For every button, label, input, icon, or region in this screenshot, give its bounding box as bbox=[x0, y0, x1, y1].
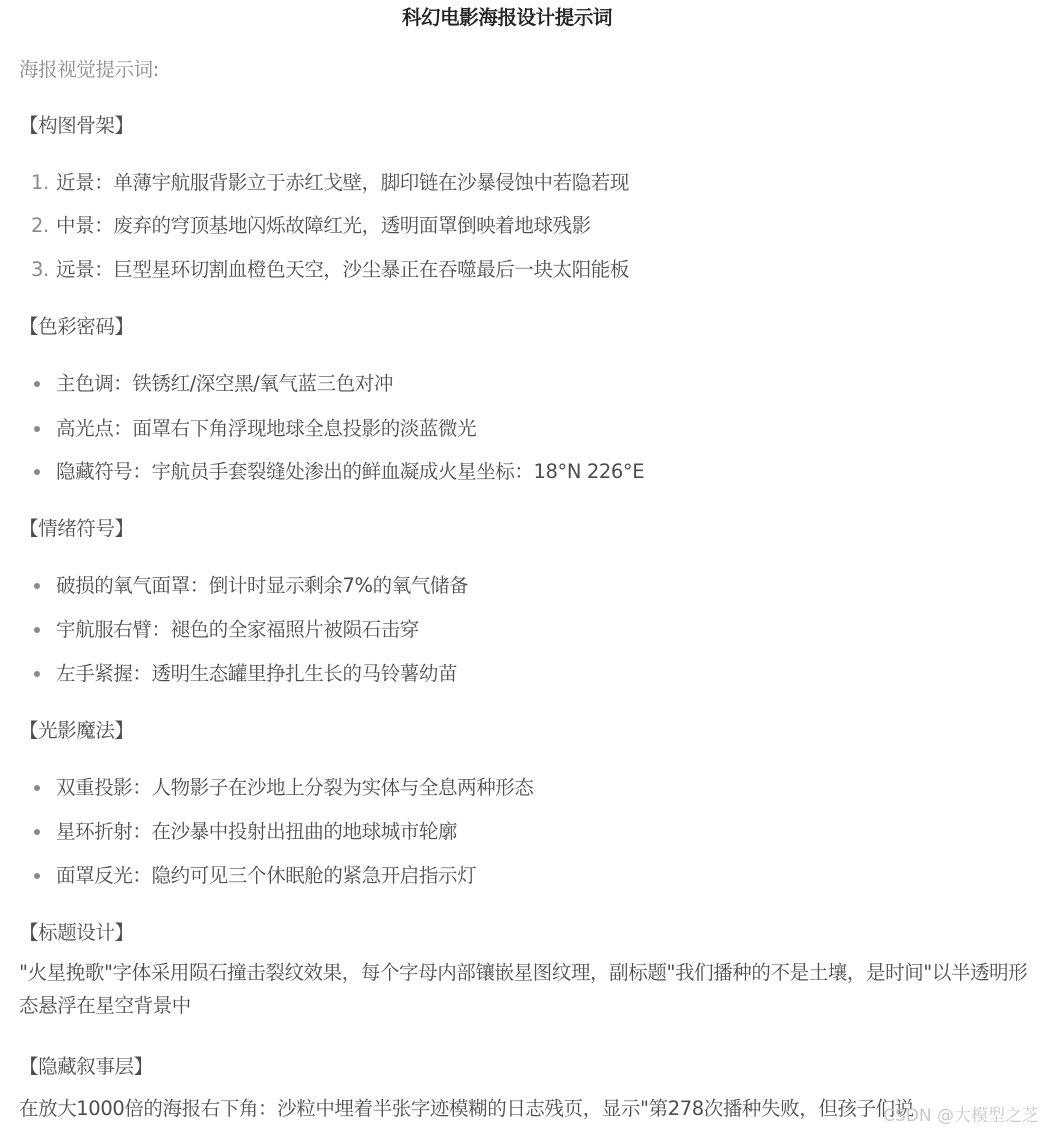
list-number: 2. bbox=[31, 214, 49, 237]
list-item-text: 面罩反光：隐约可见三个休眠舱的紧急开启指示灯 bbox=[56, 864, 477, 887]
intro-label: 海报视觉提示词: bbox=[19, 58, 159, 81]
list-item-text: 主色调：铁锈红/深空黑/氧气蓝三色对冲 bbox=[56, 372, 394, 395]
list-item-text: 隐藏符号：宇航员手套裂缝处渗出的鲜血凝成火星坐标：18°N 226°E bbox=[56, 460, 645, 483]
section-heading-hidden-narrative: 【隐藏叙事层】 bbox=[19, 1055, 153, 1078]
list-item-text: 远景：巨型星环切割血橙色天空，沙尘暴正在吞噬最后一块太阳能板 bbox=[56, 258, 630, 281]
section-heading-emotion: 【情绪符号】 bbox=[19, 517, 134, 540]
title-design-paragraph: "火星挽歌"字体采用陨石撞击裂纹效果，每个字母内部镶嵌星图纹理，副标题"我们播种的不是土壤，是时间"以半透明形态悬浮在星空背景中 bbox=[19, 961, 1028, 1017]
bullet-icon bbox=[34, 426, 40, 432]
list-item-text: 左手紧握：透明生态罐里挣扎生长的马铃薯幼苗 bbox=[56, 662, 458, 685]
list-item-text: 高光点：面罩右下角浮现地球全息投影的淡蓝微光 bbox=[56, 417, 477, 440]
section-heading-color: 【色彩密码】 bbox=[19, 315, 134, 338]
list-number: 1. bbox=[31, 171, 49, 194]
list-item-text: 破损的氧气面罩：倒计时显示剩余7%的氧气储备 bbox=[56, 574, 469, 597]
list-item-text: 宇航服右臂：褪色的全家福照片被陨石击穿 bbox=[56, 618, 419, 641]
watermark: CSDN @大模型之芝 bbox=[883, 1106, 1039, 1126]
bullet-icon bbox=[34, 873, 40, 879]
list-item-text: 中景：废弃的穹顶基地闪烁故障红光，透明面罩倒映着地球残影 bbox=[56, 214, 591, 237]
bullet-icon bbox=[34, 381, 40, 387]
section-heading-title-design: 【标题设计】 bbox=[19, 921, 134, 944]
section-heading-composition: 【构图骨架】 bbox=[19, 114, 134, 137]
bullet-icon bbox=[34, 583, 40, 589]
list-item-text: 星环折射：在沙暴中投射出扭曲的地球城市轮廓 bbox=[56, 820, 458, 843]
list-item-text: 近景：单薄宇航服背影立于赤红戈壁，脚印链在沙暴侵蚀中若隐若现 bbox=[56, 171, 630, 194]
section-heading-light: 【光影魔法】 bbox=[19, 719, 134, 742]
bullet-icon bbox=[34, 671, 40, 677]
bullet-icon bbox=[34, 785, 40, 791]
bullet-icon bbox=[34, 469, 40, 475]
bullet-icon bbox=[34, 627, 40, 633]
document-title: 科幻电影海报设计提示词 bbox=[401, 6, 613, 29]
bullet-icon bbox=[34, 829, 40, 835]
hidden-narrative-paragraph: 在放大1000倍的海报右下角：沙粒中埋着半张字迹模糊的日志残页，显示"第278次播种失败，但孩子们说 bbox=[19, 1097, 914, 1120]
list-number: 3. bbox=[31, 258, 49, 281]
list-item-text: 双重投影：人物影子在沙地上分裂为实体与全息两种形态 bbox=[56, 776, 534, 799]
